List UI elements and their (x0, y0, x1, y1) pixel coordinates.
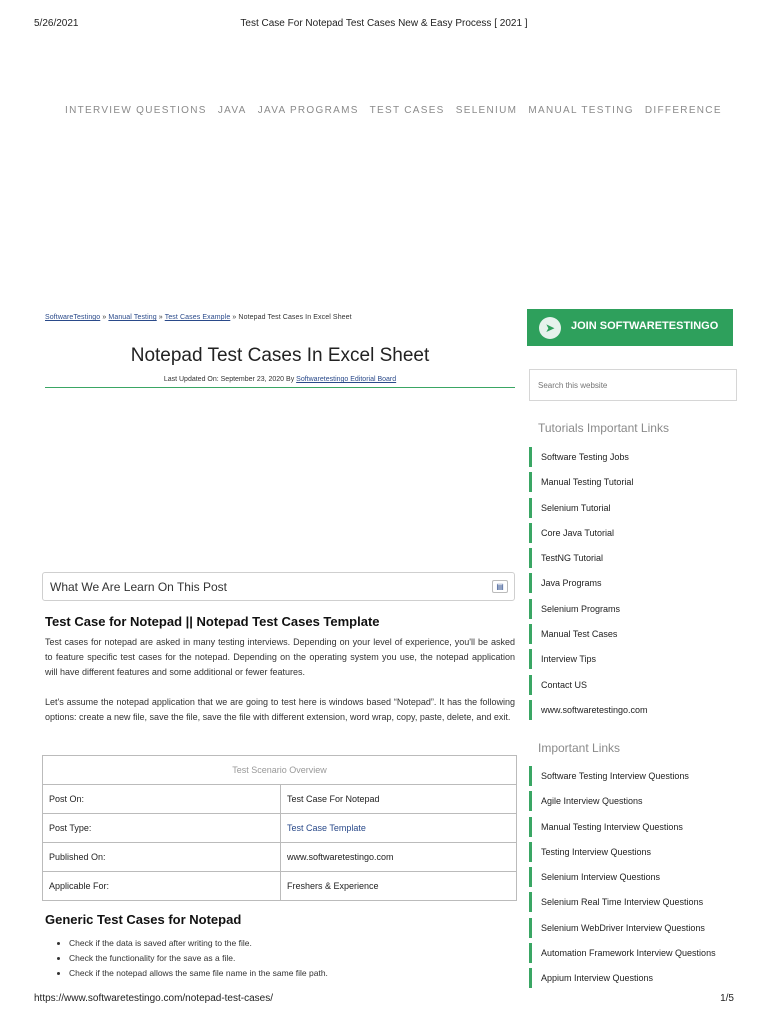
sidebar-link-selenium-webdriver-interview[interactable]: Selenium WebDriver Interview Questions (529, 918, 735, 938)
post-meta (45, 376, 515, 383)
main-content (45, 314, 515, 978)
nav-test-cases[interactable]: TEST CASES (369, 105, 445, 116)
sidebar-link-automation-framework-interview[interactable]: Automation Framework Interview Questions (529, 943, 735, 963)
tutorials-links (529, 447, 735, 725)
list-item: • Check if the data is saved after writing to the file. (69, 936, 328, 951)
nav-manual-testing[interactable]: MANUAL TESTING (528, 105, 634, 116)
sidebar-link-software-testing-interview[interactable]: Software Testing Interview Questions (529, 766, 735, 786)
sidebar-link-selenium-interview[interactable]: Selenium Interview Questions (529, 867, 735, 887)
table-cell-key: Post Type: (43, 814, 281, 843)
sidebar-link-interview-tips[interactable]: Interview Tips (529, 649, 735, 669)
print-footer (0, 993, 768, 1007)
sidebar-link-software-testing-jobs[interactable]: Software Testing Jobs (529, 447, 735, 467)
nav-difference[interactable]: DIFFERENCE (644, 105, 722, 116)
sidebar-link-testng-tutorial[interactable]: TestNG Tutorial (529, 548, 735, 568)
table-cell-key: Applicable For: (43, 872, 281, 901)
sidebar-link-appium-interview[interactable]: Appium Interview Questions (529, 968, 735, 988)
section-heading-generic: Generic Test Cases for Notepad (45, 912, 242, 927)
table-row (43, 843, 517, 872)
nav-java-programs[interactable]: JAVA PROGRAMS (257, 105, 359, 116)
search-input[interactable] (529, 369, 737, 401)
breadcrumb-separator: » (232, 314, 237, 321)
post-author-link[interactable]: Softwaretestingo Editorial Board (296, 376, 397, 383)
generic-test-case-list (45, 936, 328, 981)
table-header-row (43, 756, 517, 785)
table-cell-key: Post On: (43, 785, 281, 814)
sidebar-link-manual-testing-interview[interactable]: Manual Testing Interview Questions (529, 817, 735, 837)
test-scenario-overview-table (42, 755, 517, 901)
sidebar-link-selenium-tutorial[interactable]: Selenium Tutorial (529, 498, 735, 518)
sidebar-link-contact-us[interactable]: Contact US (529, 675, 735, 695)
nav-interview-questions[interactable]: INTERVIEW QUESTIONS (65, 105, 207, 116)
breadcrumb-current: Notepad Test Cases In Excel Sheet (238, 314, 352, 321)
important-links (529, 766, 735, 994)
table-row (43, 814, 517, 843)
section-heading-test-case: Test Case for Notepad || Notepad Test Cases Template (45, 614, 380, 629)
list-item: • Check the functionality for the save as a file. (69, 951, 328, 966)
table-cell-value: www.softwaretestingo.com (281, 843, 517, 872)
table-row (43, 785, 517, 814)
sidebar-link-testing-interview[interactable]: Testing Interview Questions (529, 842, 735, 862)
sidebar-link-java-programs[interactable]: Java Programs (529, 573, 735, 593)
title-divider (45, 387, 515, 388)
toc-toggle-icon[interactable]: ▤ (492, 580, 508, 593)
post-title: Notepad Test Cases In Excel Sheet (130, 345, 430, 366)
sidebar-link-selenium-programs[interactable]: Selenium Programs (529, 599, 735, 619)
sidebar-link-agile-interview[interactable]: Agile Interview Questions (529, 791, 735, 811)
join-telegram-banner[interactable] (527, 309, 733, 346)
page-number: 1/5 (720, 993, 734, 1004)
nav-selenium[interactable]: SELENIUM (455, 105, 518, 116)
breadcrumb-separator: » (158, 314, 163, 321)
sidebar-link-selenium-real-time-interview[interactable]: Selenium Real Time Interview Questions (529, 892, 735, 912)
table-cell-value (281, 814, 517, 843)
important-links-heading: Important Links (538, 741, 621, 755)
print-title: Test Case For Notepad Test Cases New & Easy Process [ 2021 ] (240, 18, 528, 29)
sidebar-link-manual-test-cases[interactable]: Manual Test Cases (529, 624, 735, 644)
post-type-link[interactable]: Test Case Template (287, 823, 366, 833)
toc-label: What We Are Learn On This Post (50, 580, 227, 594)
table-cell-value: Freshers & Experience (281, 872, 517, 901)
print-header (0, 18, 768, 32)
sidebar-link-website[interactable]: www.softwaretestingo.com (529, 700, 735, 720)
telegram-icon: ➤ (539, 317, 561, 339)
sidebar (527, 309, 733, 984)
nav-java[interactable]: JAVA (217, 105, 247, 116)
table-of-contents[interactable] (42, 572, 515, 601)
print-date: 5/26/2021 (34, 18, 79, 29)
top-navigation (65, 105, 729, 116)
sidebar-link-manual-testing-tutorial[interactable]: Manual Testing Tutorial (529, 472, 735, 492)
table-cell-value: Test Case For Notepad (281, 785, 517, 814)
breadcrumb (45, 314, 515, 321)
tutorials-heading: Tutorials Important Links (538, 421, 669, 435)
table-row (43, 872, 517, 901)
sidebar-link-core-java-tutorial[interactable]: Core Java Tutorial (529, 523, 735, 543)
breadcrumb-manual-testing[interactable]: Manual Testing (108, 314, 157, 321)
join-label: JOIN SOFTWARETESTINGO (571, 320, 719, 332)
breadcrumb-separator: » (102, 314, 107, 321)
list-item: • Check if the notepad allows the same file name in the same file path. (69, 966, 328, 981)
breadcrumb-test-cases-example[interactable]: Test Cases Example (164, 314, 231, 321)
table-header: Test Scenario Overview (43, 756, 517, 785)
post-date: Last Updated On: September 23, 2020 By (163, 376, 295, 383)
breadcrumb-home[interactable]: SoftwareTestingo (45, 314, 101, 321)
print-url: https://www.softwaretestingo.com/notepad-test-cases/ (34, 993, 273, 1004)
assumption-paragraph: Let's assume the notepad application that we are going to test here is windows based “Notepad”. It has the following options: create a new file, save the file, save the file with different extension, word wrap, copy, paste, delete, and exit. (45, 697, 515, 722)
intro-paragraph: Test cases for notepad are asked in many testing interviews. Depending on your level of experience, you'll be asked to feature specific test cases for the notepad. Depending on the operating system you use, the notepad application will have different features and some additional or fewer features. (45, 637, 515, 677)
table-cell-key: Published On: (43, 843, 281, 872)
